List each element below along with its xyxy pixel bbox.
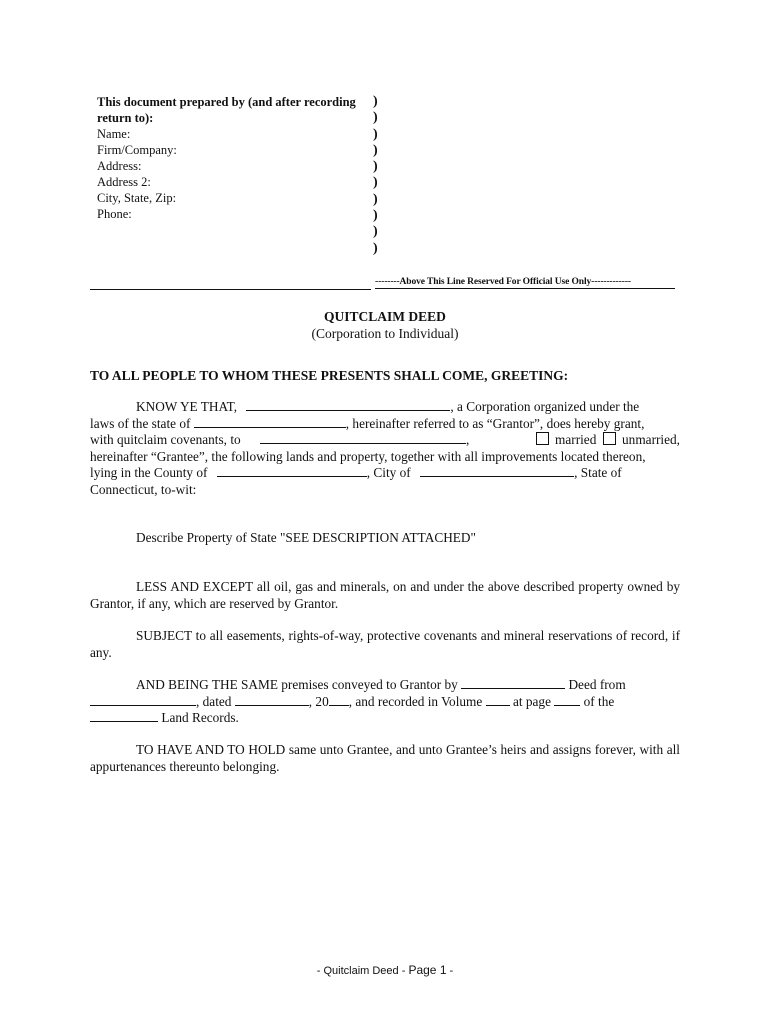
page-blank[interactable] <box>554 694 580 706</box>
deed-from-text: Deed from <box>568 677 626 692</box>
paren: ) <box>373 175 378 191</box>
prepared-by-label: This document prepared by (and after recording <box>97 95 356 109</box>
grantor-text: , hereinafter referred to as “Grantor”, does hereby grant, <box>345 415 645 431</box>
county-blank[interactable] <box>217 465 367 477</box>
footer-end: - <box>446 965 454 977</box>
deed-type-blank[interactable] <box>461 677 565 689</box>
being-same-paragraph <box>90 677 680 727</box>
know-ye-line-4 <box>90 449 680 466</box>
phone-label: Phone: <box>97 207 132 221</box>
year-prefix-text: , 20 <box>308 693 329 709</box>
know-ye-text: KNOW YE THAT, <box>136 399 238 414</box>
grantor-name-blank[interactable] <box>246 399 450 411</box>
know-ye-line-3 <box>90 432 680 449</box>
comma-text: , <box>466 432 470 447</box>
greeting-heading: TO ALL PEOPLE TO WHOM THESE PRESENTS SHALL COME, GREETING: <box>90 368 569 383</box>
know-ye-paragraph <box>90 399 680 498</box>
city-state-zip-label: City, State, Zip: <box>97 191 177 205</box>
at-page-text: at page <box>512 693 551 709</box>
paren: ) <box>373 191 378 207</box>
city-blank[interactable] <box>420 465 574 477</box>
paren: ) <box>373 94 378 109</box>
reserved-line-label: --------Above This Line Reserved For Official Use Only------------- <box>375 277 675 289</box>
state-blank[interactable] <box>194 416 346 428</box>
quitclaim-text: with quitclaim covenants, to <box>90 432 241 447</box>
paren: ) <box>373 126 378 142</box>
subject-paragraph: SUBJECT to all easements, rights-of-way, protective covenants and mineral reservations of record, if any. <box>90 628 680 660</box>
preparer-block <box>97 94 377 222</box>
footer-page-number: Page 1 <box>408 963 447 977</box>
land-records-town-blank[interactable] <box>90 710 158 722</box>
year-blank[interactable] <box>329 694 349 706</box>
address-label: Address: <box>97 159 142 173</box>
laws-text: laws of the state of <box>90 415 191 431</box>
firm-company-label: Firm/Company: <box>97 143 177 157</box>
deed-subtitle: (Corporation to Individual) <box>311 326 459 341</box>
being-line-3 <box>90 710 680 727</box>
name-label: Name: <box>97 127 131 141</box>
date-blank[interactable] <box>235 694 309 706</box>
less-except-paragraph: LESS AND EXCEPT all oil, gas and minerals, on and under the above described property owned by Grantor, if any, which are reserved by Grantor. <box>90 579 680 611</box>
being-line-2 <box>90 694 680 711</box>
paren: ) <box>373 240 378 256</box>
footer-doc-name: - Quitclaim Deed - <box>316 965 409 977</box>
unmarried-label: unmarried, <box>622 432 680 447</box>
recorded-text: , and recorded in Volume <box>348 693 483 709</box>
of-the-text: of the <box>583 693 615 709</box>
being-text: AND BEING THE SAME premises conveyed to Grantor by <box>136 677 458 692</box>
being-line-1 <box>90 677 680 694</box>
deed-title: QUITCLAIM DEED <box>324 309 446 324</box>
know-ye-line-6: Connecticut, to-wit: <box>90 481 197 497</box>
county-text: lying in the County of <box>90 465 208 480</box>
habendum-paragraph: TO HAVE AND TO HOLD same unto Grantee, and unto Grantee’s heirs and assigns forever, with all appurtenances thereunto belonging. <box>90 742 680 774</box>
land-records-text: Land Records. <box>161 710 239 725</box>
know-ye-line-2 <box>90 416 680 433</box>
corporation-text: , a Corporation organized under the <box>450 399 640 414</box>
page-footer <box>0 963 770 977</box>
paren: ) <box>373 208 378 224</box>
return-to-label: return to): <box>97 111 154 125</box>
dated-text: , dated <box>196 693 232 709</box>
grantor-source-blank[interactable] <box>90 694 196 706</box>
know-ye-line-5 <box>90 465 680 482</box>
unmarried-checkbox[interactable] <box>603 432 616 445</box>
married-checkbox[interactable] <box>536 432 549 445</box>
paren: ) <box>373 159 378 175</box>
describe-property-text: Describe Property of State "SEE DESCRIPTION ATTACHED" <box>136 530 476 545</box>
married-label: married <box>555 432 597 447</box>
address-2-label: Address 2: <box>97 175 151 189</box>
recording-divider <box>90 289 371 290</box>
grantee-text: hereinafter “Grantee”, the following lands and property, together with all improvements located thereon, <box>90 448 646 464</box>
paren: ) <box>373 110 378 126</box>
volume-blank[interactable] <box>486 694 510 706</box>
paren: ) <box>373 142 378 158</box>
know-ye-line-1 <box>90 399 680 416</box>
city-text: , City of <box>366 465 411 480</box>
grantee-name-blank[interactable] <box>260 432 466 444</box>
bracket-column <box>373 94 383 257</box>
paren: ) <box>373 224 378 240</box>
state-of-text: , State of <box>574 465 622 480</box>
